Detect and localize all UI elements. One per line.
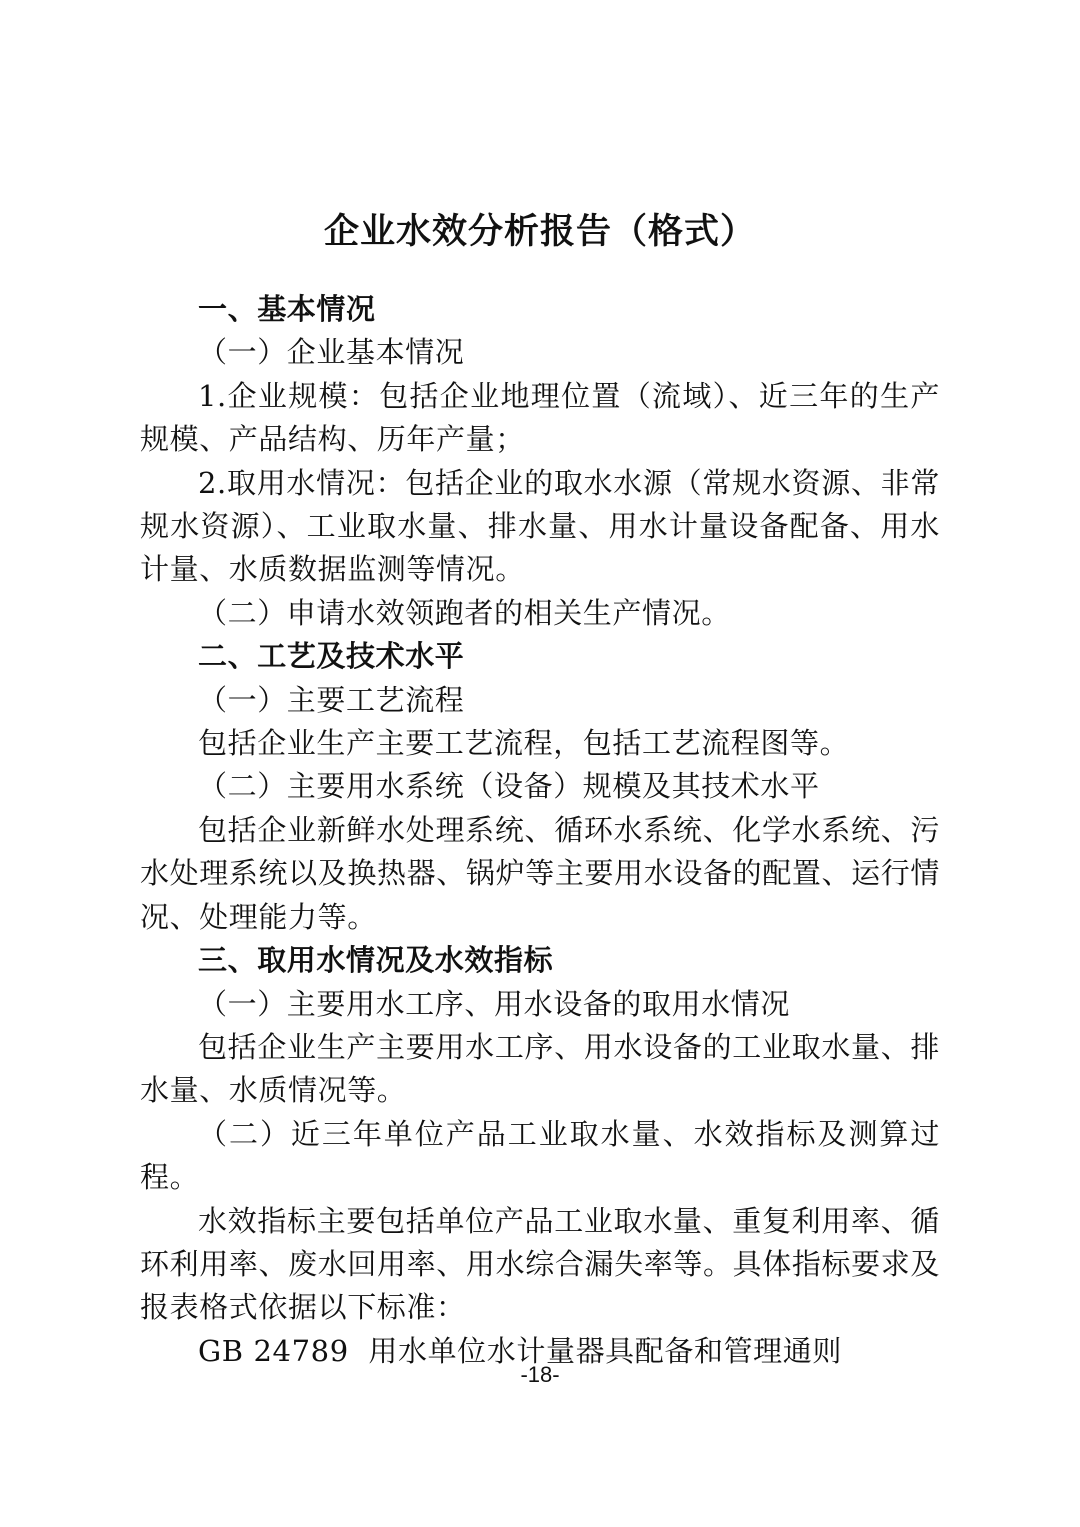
subsection-heading: （一）主要用水工序、用水设备的取用水情况 <box>198 986 791 1021</box>
document-body <box>140 288 940 1373</box>
paragraph: 水效指标主要包括单位产品工业取水量、重复利用率、循环利用率、废水回用率、用水综合漏失率等。具体指标要求及报表格式依据以下标准： <box>140 1203 940 1325</box>
paragraph: 1.企业规模：包括企业地理位置（流域）、近三年的生产规模、产品结构、历年产量； <box>140 378 940 457</box>
subsection-heading: （二）近三年单位产品工业取水量、水效指标及测算过程。 <box>140 1116 940 1195</box>
paragraph: 包括企业生产主要工艺流程，包括工艺流程图等。 <box>198 726 850 761</box>
subsection-heading: （一）企业基本情况 <box>198 335 465 370</box>
subsection-heading: （二）申请水效领跑者的相关生产情况。 <box>198 595 731 630</box>
page-number: -18- <box>520 1362 560 1387</box>
document-title: 企业水效分析报告（格式） <box>323 212 756 252</box>
subsection-heading: （一）主要工艺流程 <box>198 682 465 717</box>
section-heading-1: 一、基本情况 <box>198 292 376 326</box>
section-heading-3: 三、取用水情况及水效指标 <box>198 943 554 978</box>
subsection-heading: （二）主要用水系统（设备）规模及其技术水平 <box>198 769 820 804</box>
paragraph: 2.取用水情况：包括企业的取水水源（常规水资源、非常规水资源）、工业取水量、排水量、用水计量设备配备、用水计量、水质数据监测等情况。 <box>140 465 940 587</box>
paragraph: 包括企业新鲜水处理系统、循环水系统、化学水系统、污水处理系统以及换热器、锅炉等主要用水设备的配置、运行情况、处理能力等。 <box>140 812 940 934</box>
standard-reference: GB 24789 用水单位水计量器具配备和管理通则 <box>198 1333 842 1368</box>
paragraph: 包括企业生产主要用水工序、用水设备的工业取水量、排水量、水质情况等。 <box>140 1029 940 1108</box>
section-heading-2: 二、工艺及技术水平 <box>198 639 465 674</box>
